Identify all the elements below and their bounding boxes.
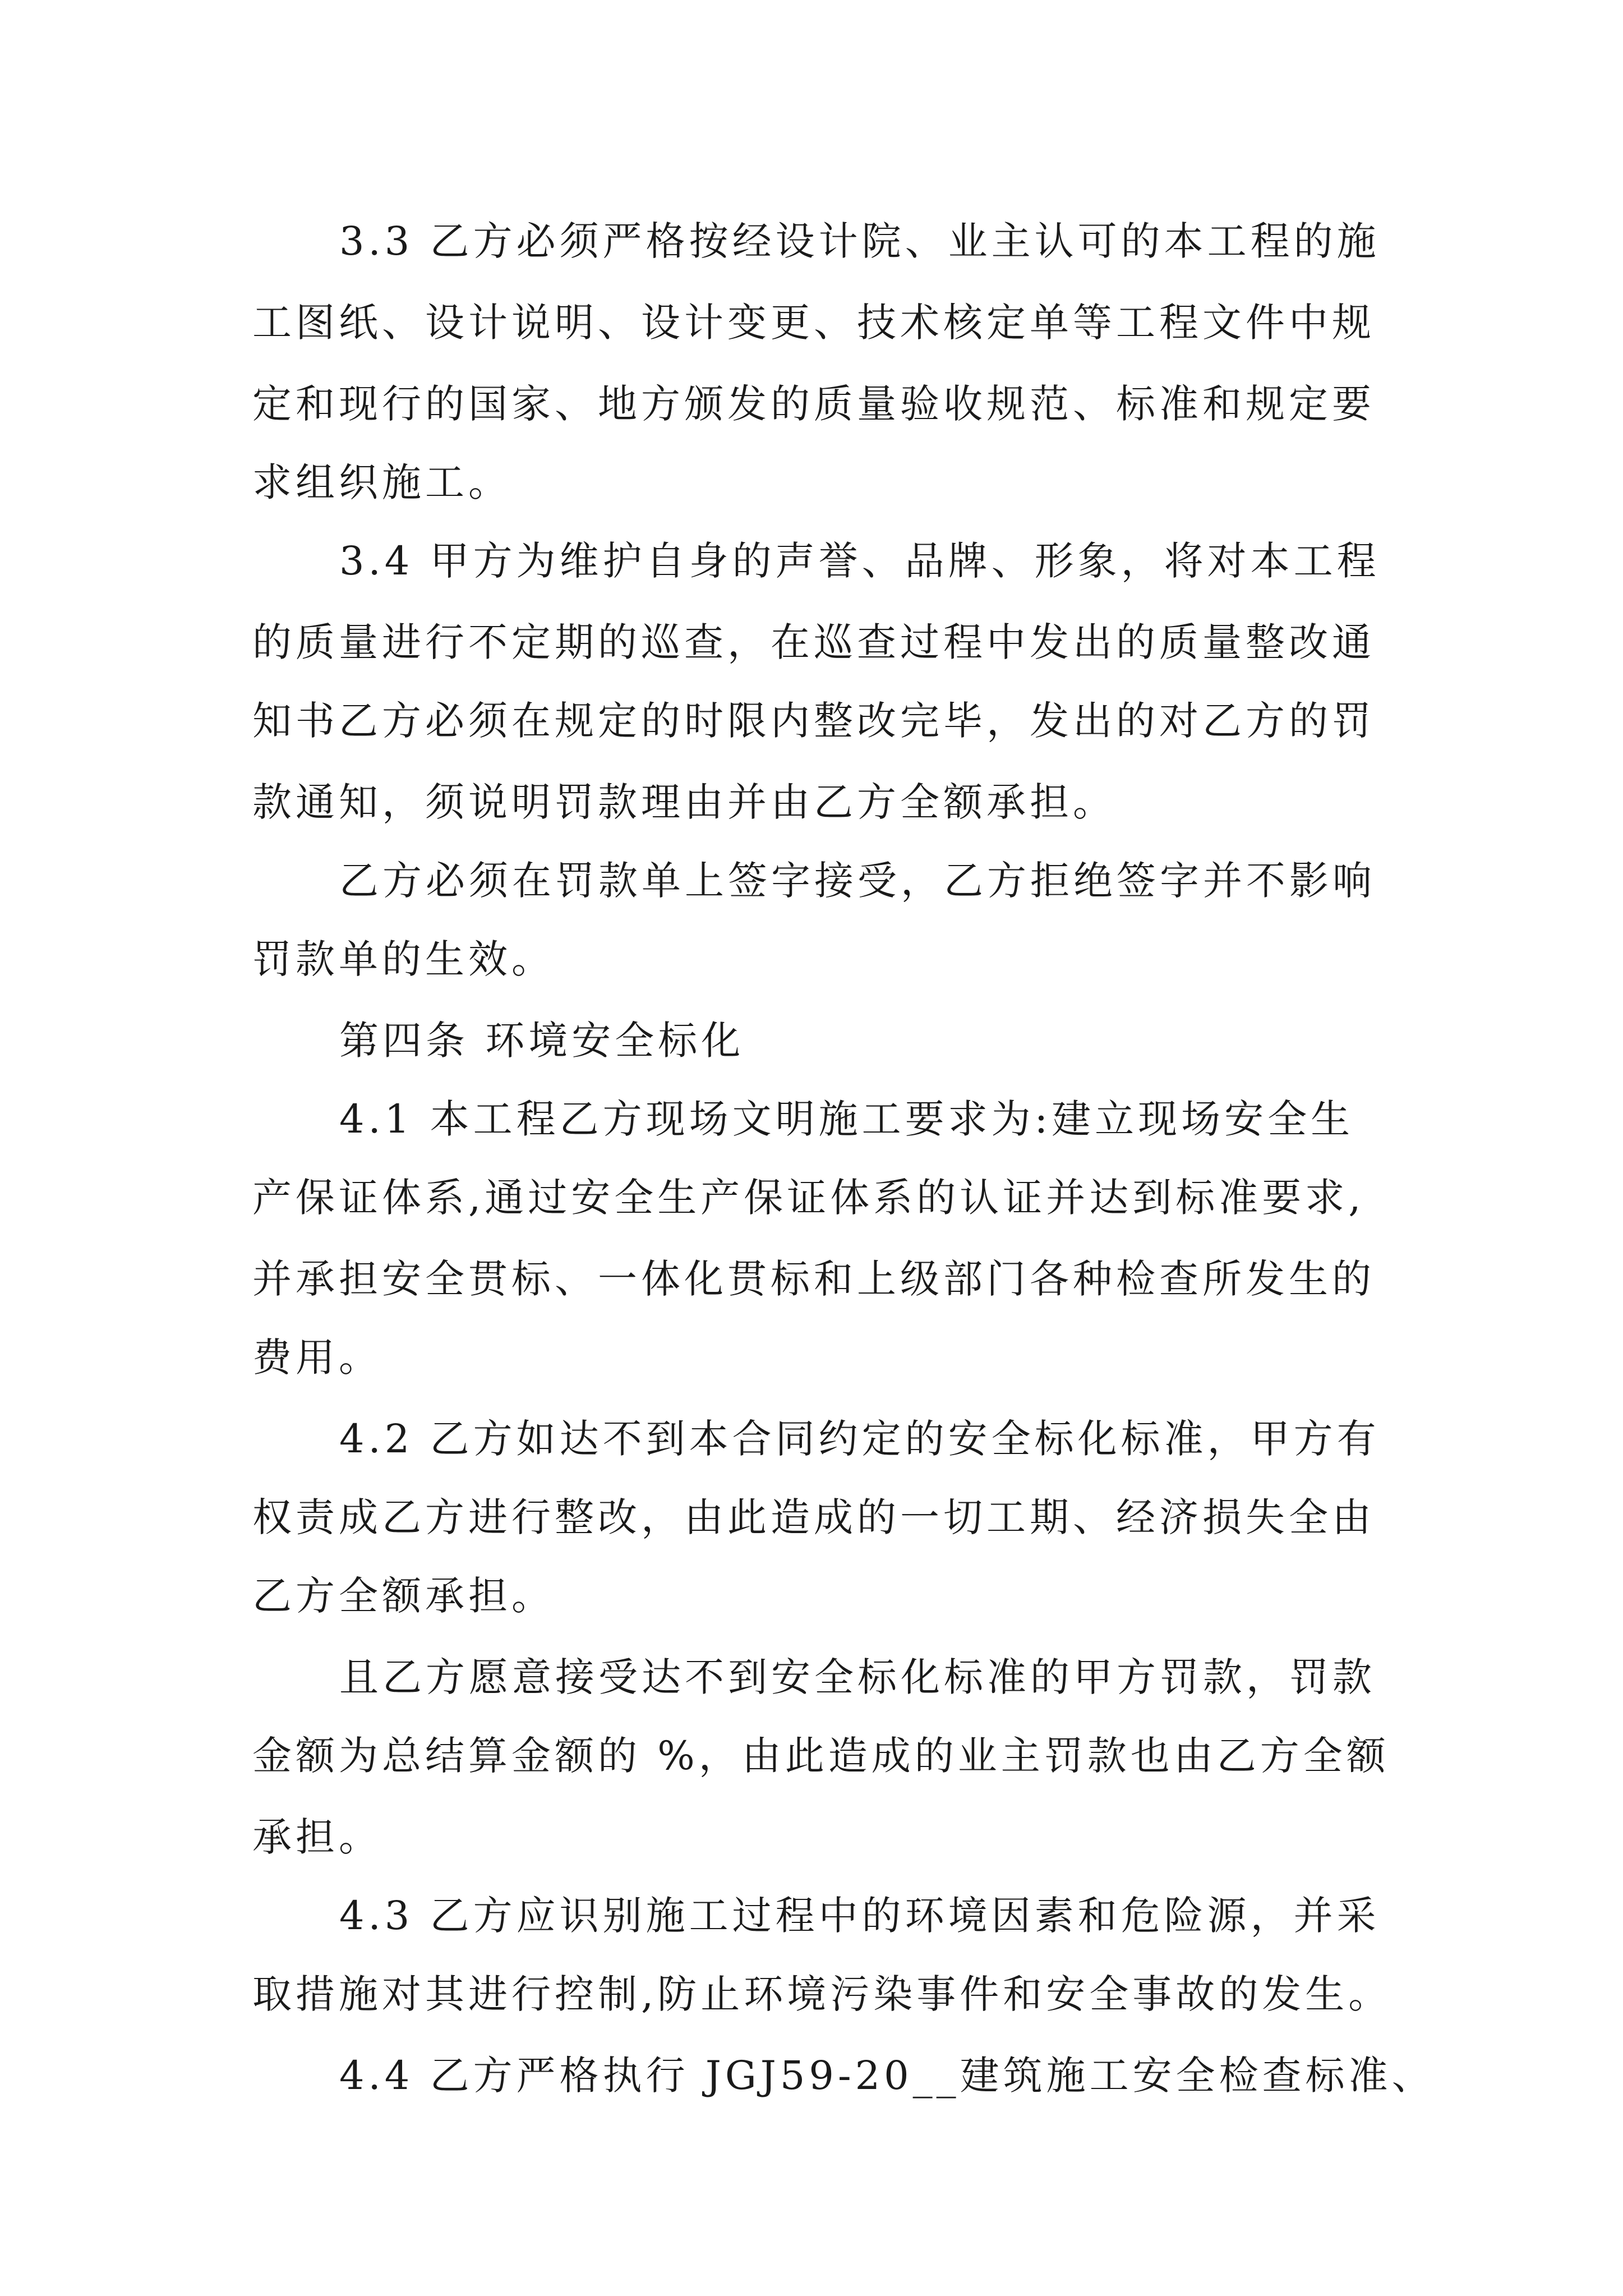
- section-4-heading: 第四条 环境安全标化: [339, 1018, 745, 1064]
- paragraph-4-3-line-2: 取措施对其进行控制,防止环境污染事件和安全事故的发生。: [252, 1971, 1392, 2017]
- paragraph-4-4-line-1: 4.4 乙方严格执行 JGJ59-20__建筑施工安全检查标准、: [339, 2053, 1435, 2099]
- paragraph-3-4-line-4: 款通知，须说明罚款理由并由乙方全额承担。: [252, 779, 1116, 825]
- paragraph-3-3-line-4: 求组织施工。: [252, 459, 511, 505]
- paragraph-3-3-line-2: 工图纸、设计说明、设计变更、技术核定单等工程文件中规: [252, 300, 1375, 346]
- paragraph-4-2-line-1: 4.2 乙方如达不到本合同约定的安全标化标准，甲方有: [339, 1416, 1380, 1462]
- paragraph-3-4-line-3: 知书乙方必须在规定的时限内整改完毕，发出的对乙方的罚: [252, 698, 1375, 744]
- paragraph-penalty-line-1: 乙方必须在罚款单上签字接受，乙方拒绝签字并不影响: [339, 858, 1376, 904]
- paragraph-4-2-line-2: 权责成乙方进行整改，由此造成的一切工期、经济损失全由: [252, 1494, 1375, 1540]
- paragraph-4-2-line-3: 乙方全额承担。: [252, 1573, 555, 1619]
- paragraph-4-1-line-1: 4.1 本工程乙方现场文明施工要求为:建立现场安全生: [339, 1096, 1354, 1142]
- paragraph-fine-line-2: 金额为总结算金额的 %，由此造成的业主罚款也由乙方全额: [252, 1733, 1390, 1779]
- paragraph-3-3-line-3: 定和现行的国家、地方颁发的质量验收规范、标准和规定要: [252, 381, 1375, 427]
- paragraph-fine-line-3: 承担。: [252, 1814, 382, 1860]
- paragraph-3-4-line-2: 的质量进行不定期的巡查，在巡查过程中发出的质量整改通: [252, 619, 1375, 665]
- paragraph-3-4-line-1: 3.4 甲方为维护自身的声誉、品牌、形象，将对本工程: [339, 538, 1380, 584]
- paragraph-fine-line-1: 且乙方愿意接受达不到安全标化标准的甲方罚款，罚款: [339, 1654, 1376, 1700]
- paragraph-4-1-line-3: 并承担安全贯标、一体化贯标和上级部门各种检查所发生的: [252, 1256, 1375, 1302]
- paragraph-3-3-line-1: 3.3 乙方必须严格按经设计院、业主认可的本工程的施: [339, 218, 1380, 264]
- paragraph-penalty-line-2: 罚款单的生效。: [252, 936, 555, 982]
- paragraph-4-1-line-2: 产保证体系,通过安全生产保证体系的认证并达到标准要求,: [252, 1175, 1365, 1221]
- paragraph-4-3-line-1: 4.3 乙方应识别施工过程中的环境因素和危险源，并采: [339, 1893, 1380, 1939]
- paragraph-4-1-line-4: 费用。: [252, 1335, 382, 1381]
